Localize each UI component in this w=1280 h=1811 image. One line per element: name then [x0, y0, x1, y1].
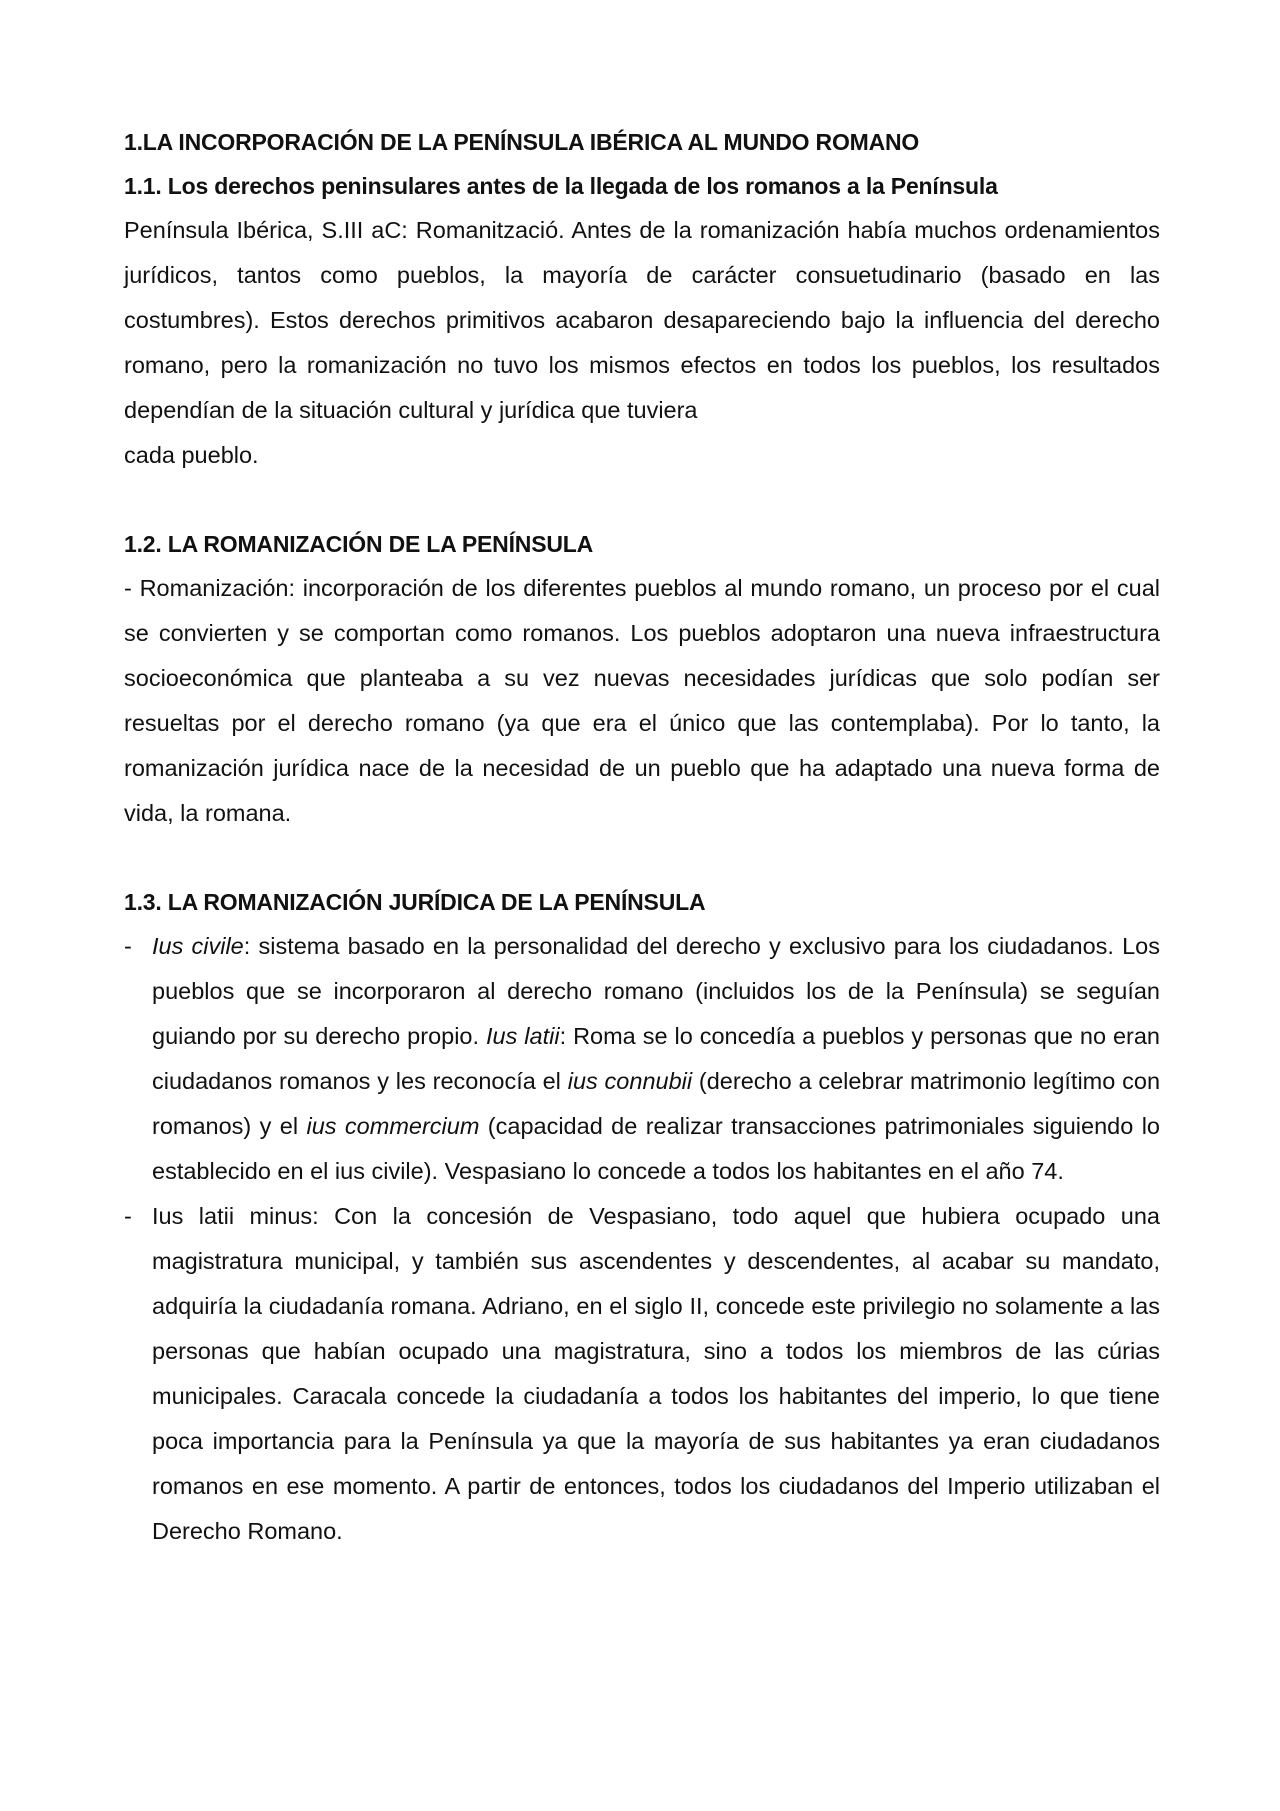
term-ius-civile: Ius civile [152, 933, 244, 959]
section-1-1-subtitle: 1.1. Los derechos peninsulares antes de la llegada de los romanos a la Península [124, 173, 998, 199]
term-ius-connubii: ius connubii [567, 1068, 693, 1094]
bullet-1-text-2: : Roma se lo concedía a pueblos y personas que no eran ciudadanos romanos y les reconocía el [152, 1023, 1161, 1094]
section-1-2-paragraph: - Romanización: incorporación de los diferentes pueblos al mundo romano, un proceso por el cual se convierten y se comportan como romanos. Los pueblos adoptaron una nueva infraestructura socioeconómica que planteaba a su vez nuevas necesidades jurídicas que solo podían ser resueltas por el derecho romano (ya que era el único que las contemplaba). Por lo tanto, la romanización jurídica nace de la necesidad de un pueblo que ha adaptado una nueva forma de vida, la romana. [124, 575, 1160, 826]
section-1-3-title: 1.3. LA ROMANIZACIÓN JURÍDICA DE LA PENÍNSULA [124, 889, 706, 915]
document-page [124, 120, 1160, 1554]
section-1-title: 1.LA INCORPORACIÓN DE LA PENÍNSULA IBÉRICA AL MUNDO ROMANO [124, 129, 920, 155]
list-item [124, 1194, 1160, 1554]
spacer [124, 478, 1160, 522]
bullet-dash: - [124, 933, 132, 959]
section-1-2-title: 1.2. LA ROMANIZACIÓN DE LA PENÍNSULA [124, 531, 594, 557]
term-ius-commercium: ius commercium [306, 1113, 480, 1139]
section-1-1-paragraph [124, 208, 1160, 478]
spacer [124, 836, 1160, 880]
section-1-1-paragraph-main: Península Ibérica, S.III aC: Romanització. Antes de la romanización había muchos ordenamientos jurídicos, tantos como pueblos, la mayoría de carácter consuetudinario (basado en las costumbres). Estos derechos primitivos acabaron desapareciendo bajo la influencia del derecho romano, pero la romanización no tuvo los mismos efectos en todos los pueblos, los resultados dependían de la situación cultural y jurídica que tuviera [124, 217, 1160, 423]
bullet-1-text-4: (capacidad de realizar transacciones patrimoniales siguiendo lo establecido en el ius civile). Vespasiano lo concede a todos los habitantes en el año 74. [152, 1113, 1160, 1184]
term-ius-latii: Ius latii [486, 1023, 560, 1049]
bullet-1-text-1: : sistema basado en la personalidad del derecho y exclusivo para los ciudadanos. Los pueblos que se incorporaron al derecho romano (incluidos los de la Península) se seguían guiando por su derecho propio. [152, 933, 1160, 1049]
bullet-2-text: Ius latii minus: Con la concesión de Vespasiano, todo aquel que hubiera ocupado una magistratura municipal, y también sus ascendentes y descendentes, al acabar su mandato, adquiría la ciudadanía romana. Adriano, en el siglo II, concede este privilegio no solamente a las personas que habían ocupado una magistratura, sino a todos los miembros de las cúrias municipales. Caracala concede la ciudadanía a todos los habitantes del imperio, lo que tiene poca importancia para la Península ya que la mayoría de sus habitantes ya eran ciudadanos romanos en ese momento. A partir de entonces, todos los ciudadanos del Imperio utilizaban el Derecho Romano. [152, 1203, 1160, 1544]
list-item [124, 924, 1160, 1194]
bullet-1-text-3: (derecho a celebrar matrimonio legítimo con romanos) y el [152, 1068, 1161, 1139]
bullet-dash: - [124, 1203, 132, 1229]
section-1-3-list [124, 924, 1160, 1554]
section-1-1-paragraph-end: cada pueblo. [124, 442, 259, 468]
